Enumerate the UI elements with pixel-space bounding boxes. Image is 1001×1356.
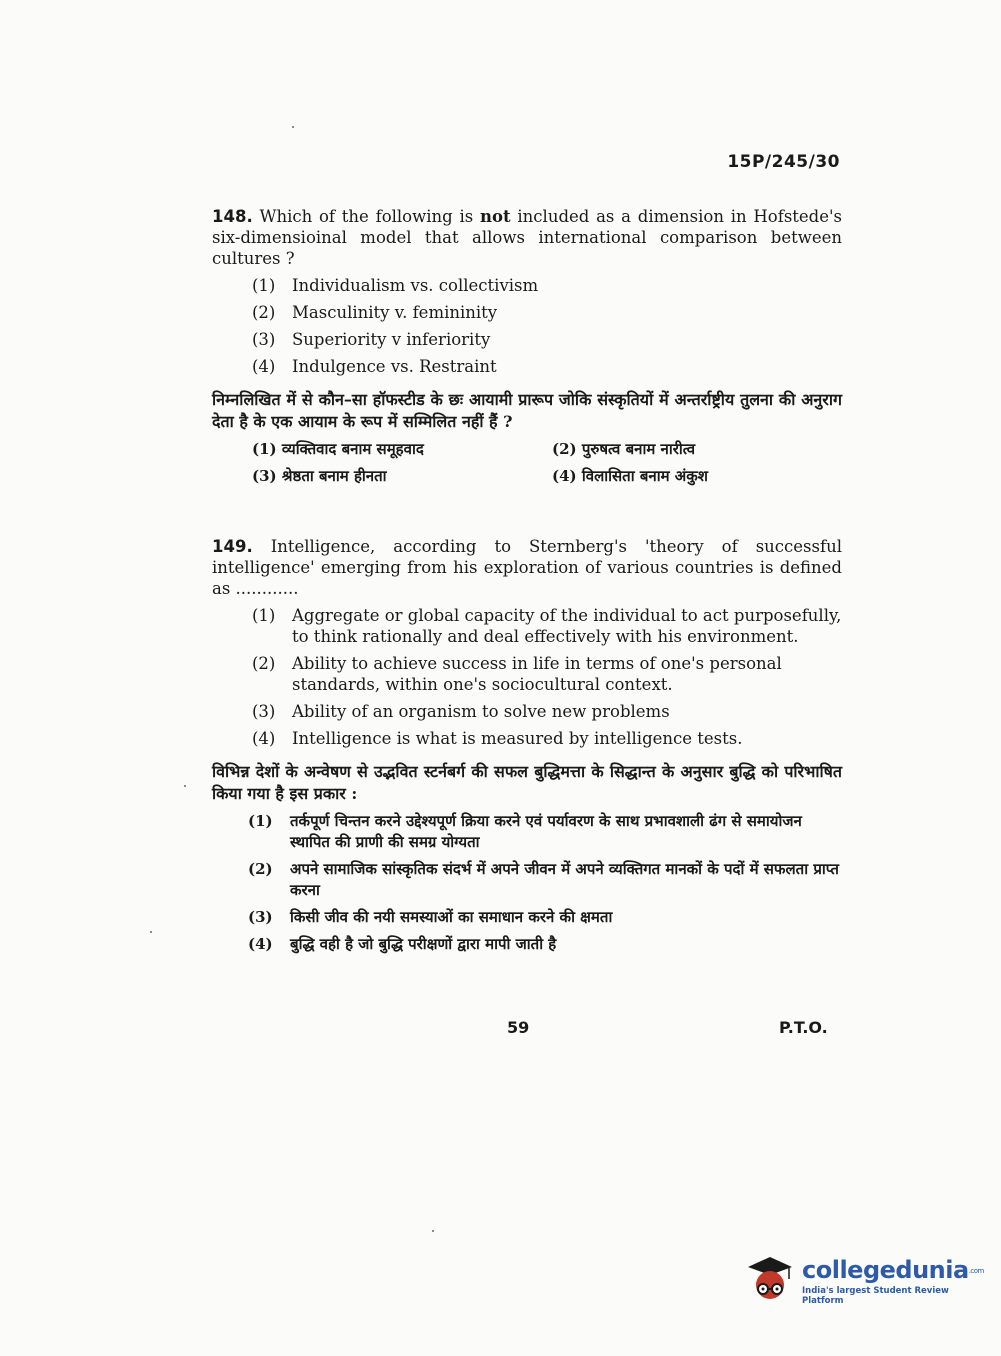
question-149 (212, 536, 842, 961)
option-item: (4) Intelligence is what is measured by intelligence tests. (252, 729, 743, 748)
option-item: (2) Masculinity v. femininity (252, 303, 498, 322)
stem-emphasis: not (480, 207, 511, 226)
collegedunia-watermark (742, 1248, 984, 1314)
scan-speck (184, 785, 186, 787)
question-number: 149. (212, 537, 253, 556)
hindi-option-item: (1) व्यक्तिवाद बनाम समूहवाद (252, 440, 424, 458)
options-list (252, 275, 842, 377)
options-list (252, 605, 842, 749)
hindi-option-item: (2) पुरुषत्व बनाम नारीत्व (552, 440, 696, 458)
hindi-option-item: (1) तर्कपूर्ण चिन्तन करने उद्देश्यपूर्ण क्रिया करने एवं पर्यावरण के साथ प्रभावशाली ढंग से समायोजन स्थापित की प्राणी की समग्र योग्यता (248, 812, 802, 851)
scan-speck (432, 1230, 434, 1232)
hindi-options (252, 439, 842, 487)
hindi-stem: निम्नलिखित में से कौन–सा हॉफस्टीड के छः आयामी प्रारूप जोकि संस्कृतियों में अन्तर्राष्ट्रीय तुलना की अनुराग देता है के एक आयाम के रूप में सम्मिलित नहीं हैं ? (212, 390, 842, 431)
stem-text: Intelligence, according to Sternberg's 'theory of successful intelligence' emerging from his exploration of various countries is defined as ............ (212, 537, 842, 598)
stem-text: included as a dimension in Hofstede's six-dimensioinal model that allows international comparison between cultures ? (212, 207, 843, 268)
hindi-option-item: (4) विलासिता बनाम अंकुश (552, 467, 708, 485)
option-item: (3) Superiority v inferiority (252, 330, 491, 349)
hindi-option-item: (2) अपने सामाजिक सांस्कृतिक संदर्भ में अपने जीवन में अपने व्यक्तिगत मानकों के पदों में सफलता प्राप्त करना (248, 860, 839, 899)
scan-speck (292, 126, 294, 128)
option-item: (1) Aggregate or global capacity of the individual to act purposefully, to think rationally and deal effectively with his environment. (252, 606, 842, 646)
brand-name: collegedunia.com (802, 1256, 984, 1284)
option-item: (3) Ability of an organism to solve new problems (252, 702, 670, 721)
page-number: 59 (507, 1018, 530, 1037)
stem-text: Which of the following is (259, 207, 480, 226)
option-item: (1) Individualism vs. collectivism (252, 276, 539, 295)
scan-speck (150, 931, 152, 933)
question-148 (212, 206, 842, 487)
question-stem (212, 206, 842, 269)
hindi-option-item: (3) किसी जीव की नयी समस्याओं का समाधान करने की क्षमता (248, 908, 613, 926)
option-item: (4) Indulgence vs. Restraint (252, 357, 497, 376)
hindi-option-item: (4) बुद्धि वही है जो बुद्धि परीक्षणों द्वारा मापी जाती है (248, 935, 557, 953)
question-number: 148. (212, 207, 253, 226)
option-item: (2) Ability to achieve success in life in terms of one's personal standards, within one's sociocultural context. (252, 654, 782, 694)
hindi-option-item: (3) श्रेष्ठता बनाम हीनता (252, 467, 387, 485)
hindi-stem: विभिन्न देशों के अन्वेषण से उद्भवित स्टर्नबर्ग की सफल बुद्धिमत्ता के सिद्धान्त के अनुसार बुद्धि को परिभाषित किया गया है इस प्रकार : (212, 762, 842, 803)
question-stem (212, 536, 842, 599)
pto-label: P.T.O. (779, 1018, 828, 1037)
mascot-icon (742, 1253, 798, 1309)
paper-code: 15P/245/30 (727, 152, 840, 172)
hindi-options (248, 811, 842, 955)
brand-tagline: India's largest Student Review Platform (802, 1286, 949, 1306)
